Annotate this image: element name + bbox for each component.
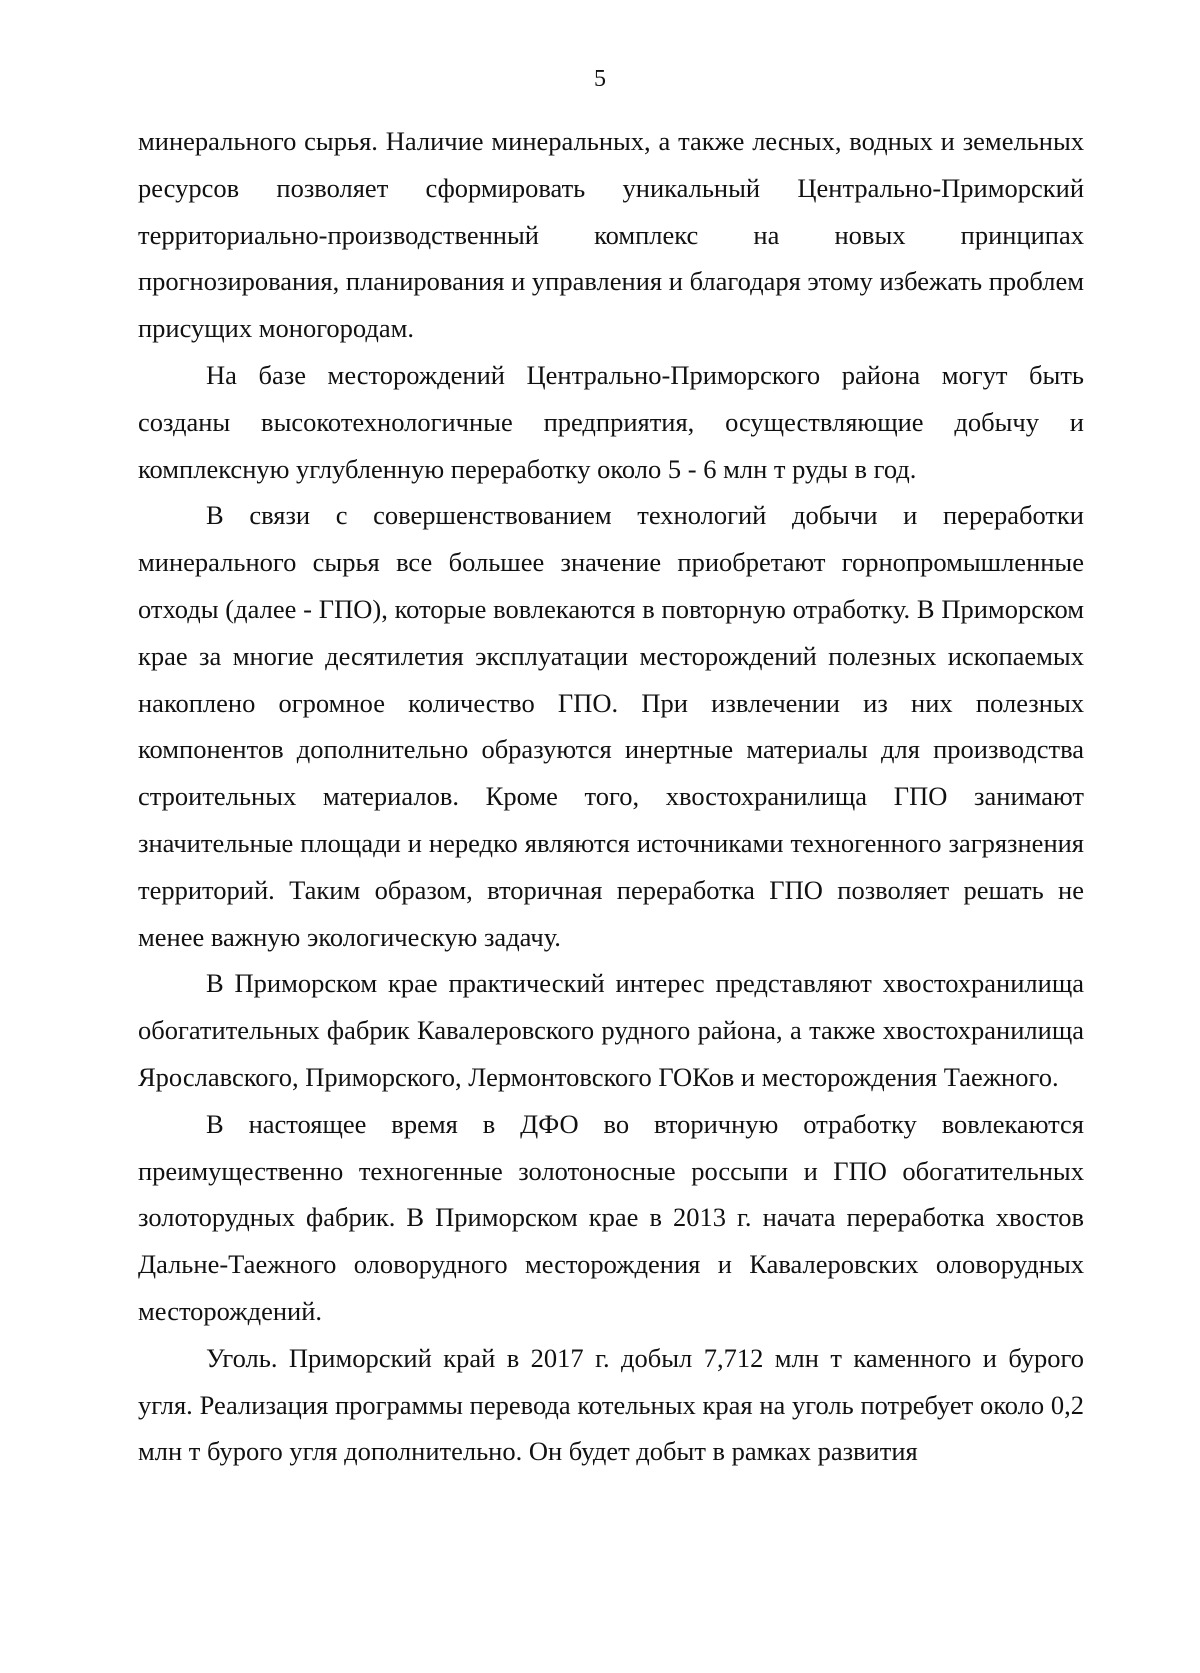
paragraph-3: В связи с совершенствованием технологий добычи и переработки минерального сырья все большее значение приобретают горнопромышленные отходы (далее - ГПО), которые вовлекаются в повторную отработку. В Приморском крае за многие десятилетия эксплуатации месторождений полезных ископаемых накоплено огромное количество ГПО. При извлечении из них полезных компонентов дополнительно образуются инертные материалы для производства строительных материалов. Кроме того, хвостохранилища ГПО занимают значительные площади и нередко являются источниками техногенного загрязнения территорий. Таким образом, вторичная переработка ГПО позволяет решать не менее важную экологическую задачу. [138, 500, 1084, 952]
paragraph-5: В настоящее время в ДФО во вторичную отработку вовлекаются преимущественно техногенные золотоносные россыпи и ГПО обогатительных золоторудных фабрик. В Приморском крае в 2013 г. начата переработка хвостов Дальне-Таежного оловорудного месторождения и Кавалеровских оловорудных месторождений. [138, 1108, 1084, 1326]
paragraph-1: минерального сырья. Наличие минеральных, а также лесных, водных и земельных ресурсов позволяет сформировать уникальный Центрально-Приморский территориально-производственный комплекс на новых принципах прогнозирования, планирования и управления и благодаря этому избежать проблем присущих моногородам. [138, 126, 1084, 344]
page-number: 5 [594, 66, 606, 92]
paragraph-4: В Приморском крае практический интерес представляют хвостохранилища обогатительных фабрик Кавалеровского рудного района, а также хвостохранилища Ярославского, Приморского, Лермонтовского ГОКов и месторождения Таежного. [138, 968, 1084, 1092]
paragraph-6: Уголь. Приморский край в 2017 г. добыл 7,712 млн т каменного и бурого угля. Реализация программы перевода котельных края на уголь потребует около 0,2 млн т бурого угля дополнительно. Он будет добыт в рамках развития [138, 1342, 1084, 1467]
document-body [138, 118, 1084, 1475]
paragraph-2: На базе месторождений Центрально-Приморского района могут быть созданы высокотехнологичные предприятия, осуществляющие добычу и комплексную углубленную переработку около 5 - 6 млн т руды в год. [138, 359, 1084, 484]
